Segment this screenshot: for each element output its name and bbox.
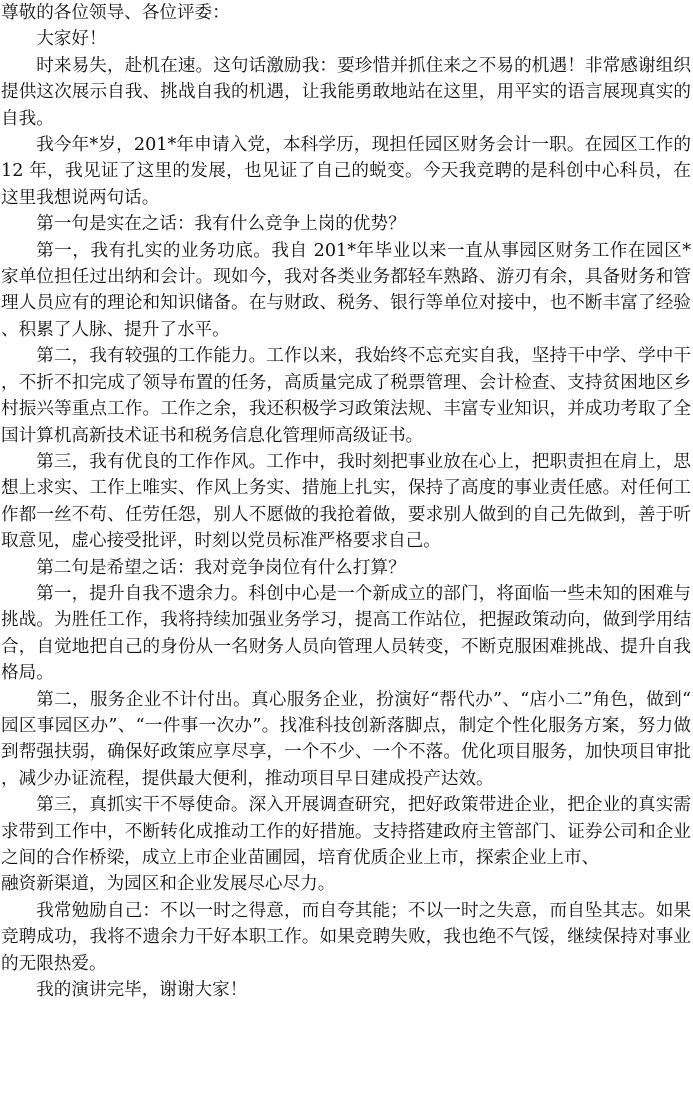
greeting-paragraph: 大家好！ <box>36 29 107 50</box>
plan-1-paragraph: 第一，提升自我不遗余力。科创中心是一个新成立的部门，将面临一些未知的困难与挑战。为胜任工作，我将持续加强业务学习，提高工作站位，把握政策动向，做到学用结合，自觉地把自己的身份从一名财务人员向管理人员转变，不断克服困难挑战、提升自我格局。 <box>1 583 691 684</box>
speech-document <box>1 0 691 1003</box>
plan-3-paragraph: 第三，真抓实干不辱使命。深入开展调查研究，把好政策带进企业，把企业的真实需求带到工作中，不断转化成推动工作的好措施。支持搭建政府主管部门、证券公司和企业之间的合作桥梁，成立上市企业苗圃园，培育优质企业上市，探索企业上市、 <box>1 795 691 868</box>
plan-2-paragraph: 第二，服务企业不计付出。真心服务企业，扮演好“帮代办”、“店小二”角色，做到“园区事园区办”、“一件事一次办”。找准科技创新落脚点，制定个性化服务方案，努力做到帮强扶弱，确保好政策应享尽享，一个不少、一个不落。优化项目服务，加快项目审批，减少办证流程，提供最大便利，推动项目早日建成投产达效。 <box>1 689 691 789</box>
plan-3-continuation: 融资新渠道，为园区和企业发展尽心尽力。 <box>1 874 336 895</box>
advantage-3-paragraph: 第三，我有优良的工作作风。工作中，我时刻把事业放在心上，把职责担在肩上，思想上求实、工作上唯实、作风上务实、措施上扎实，保持了高度的事业责任感。对任何工作都一丝不苟、任劳任怨，别人不愿做的我抢着做，要求别人做到的自己先做到，善于听取意见，虚心接受批评，时刻以党员标准严格要求自己。 <box>1 451 691 552</box>
intro-paragraph: 时来易失，赴机在速。这句话激励我：要珍惜并抓住来之不易的机遇！非常感谢组织提供这次展示自我、挑战自我的机遇，让我能勇敢地站在这里，用平实的语言展现真实的自我。 <box>1 55 691 129</box>
advantage-2-paragraph: 第二，我有较强的工作能力。工作以来，我始终不忘充实自我，坚持干中学、学中干，不折不扣完成了领导布置的任务，高质量完成了税票管理、会计检查、支持贫困地区乡村振兴等重点工作。工作之余，我还积极学习政策法规、丰富专业知识，并成功考取了全国计算机高新技术证书和税务信息化管理师高级证书。 <box>1 346 691 446</box>
advantage-1-paragraph: 第一，我有扎实的业务功底。我自 201*年毕业以来一直从事园区财务工作在园区*家单位担任过出纳和会计。现如今，我对各类业务都轻车熟路、游刃有余，具备财务和管理人员应有的理论和知识储备。在与财政、税务、银行等单位对接中，也不断丰富了经验、积累了人脉、提升了水平。 <box>1 240 691 340</box>
salutation: 尊敬的各位领导、各位评委： <box>1 3 230 23</box>
closing-paragraph: 我常勉励自己：不以一时之得意，而自夸其能；不以一时之失意，而自坠其志。如果竞聘成功，我将不遗余力干好本职工作。如果竞聘失败，我也绝不气馁，继续保持对事业的无限热爱。 <box>1 900 691 974</box>
section-heading-advantages: 第一句是实在之话：我有什么竞争上岗的优势？ <box>36 214 406 235</box>
thanks-paragraph: 我的演讲完毕，谢谢大家！ <box>36 980 248 1001</box>
section-heading-plans: 第二句是希望之话：我对竞争岗位有什么打算？ <box>36 557 406 578</box>
self-introduction-paragraph: 我今年*岁，201*年申请入党，本科学历，现担任园区财务会计一职。在园区工作的 12 年，我见证了这里的发展，也见证了自己的蜕变。今天我竞聘的是科创中心科员，在这里我想说两句话。 <box>1 135 691 208</box>
